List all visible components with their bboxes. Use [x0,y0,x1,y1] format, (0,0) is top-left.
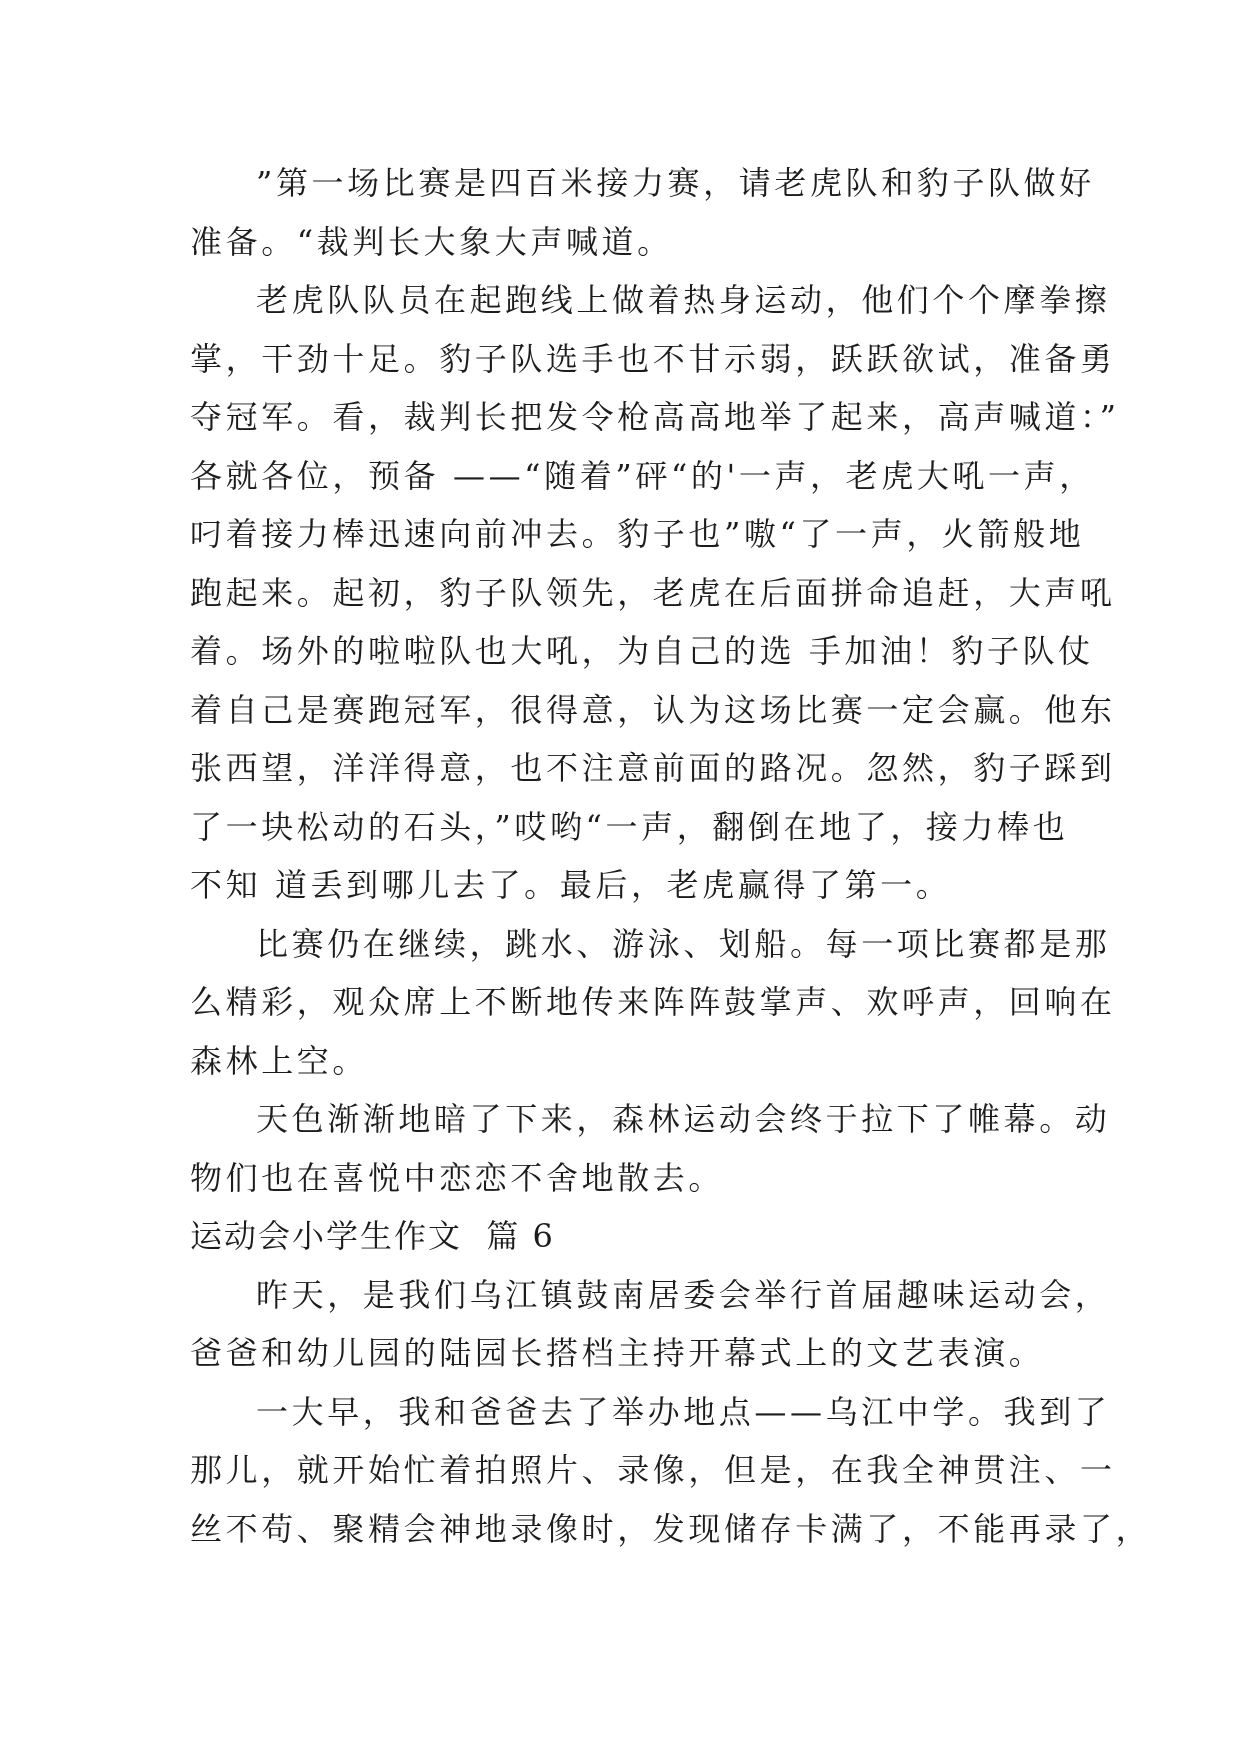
text-line: 夺冠军。看，裁判长把发令枪高高地举了起来，高声喊道：” [190,398,1120,436]
text-line: 物们也在喜悦中恋恋不舍地散去。 [190,1158,725,1197]
text-line: 丝不苟、聚精会神地录像时，发现储存卡满了，不能再录了， [190,1509,1152,1548]
text-line: ”第一场比赛是四百米接力赛，请老虎队和豹子队做好 [256,164,1095,202]
text-line: 比赛仍在继续，跳水、游泳、划船。每一项比赛都是那 [256,924,1111,963]
section-heading: 运动会小学生作文 篇 6 [190,1217,555,1255]
text-line: 么精彩，观众席上不断地传来阵阵鼓掌声、欢呼声，回响在 [190,983,1116,1021]
text-line: 不知 道丢到哪儿去了。最后，老虎赢得了第一。 [190,866,952,904]
text-line: 一大早，我和爸爸去了举办地点——乌江中学。我到了 [256,1392,1111,1431]
text-line: 森林上空。 [190,1041,369,1080]
text-line: 那儿，就开始忙着拍照片、录像，但是，在我全神贯注、一 [190,1451,1116,1489]
text-line: 准备。“裁判长大象大声喊道。 [190,222,673,261]
text-line: 老虎队队员在起跑线上做着热身运动，他们个个摩拳擦 [256,281,1111,319]
text-line: 掌，干劲十足。豹子队选手也不甘示弱，跃跃欲试，准备勇 [190,339,1116,378]
document-body [190,154,1152,1558]
text-line: 昨天，是我们乌江镇鼓南居委会举行首届趣味运动会， [256,1275,1111,1314]
text-line: 张西望，洋洋得意，也不注意前面的路况。忽然，豹子踩到 [190,749,1116,787]
text-line: 天色渐渐地暗了下来，森林运动会终于拉下了帷幕。动 [256,1100,1111,1138]
text-line: 着自己是赛跑冠军，很得意，认为这场比赛一定会赢。他东 [190,690,1116,729]
text-line: 各就各位，预备 ——“随着”砰“的'一声，老虎大吼一声， [190,456,1095,495]
text-line: 爸爸和幼儿园的陆园长搭档主持开幕式上的文艺表演。 [190,1334,1045,1372]
text-line: 跑起来。起初，豹子队领先，老虎在后面拼命追赶，大声吼 [190,573,1116,612]
text-line: 着。场外的啦啦队也大吼，为自己的选 手加油！豹子队仗 [190,632,1094,670]
text-line: 叼着接力棒迅速向前冲去。豹子也”嗷“了一声，火箭般地 [190,515,1085,553]
text-line: 了一块松动的石头，”哎哟“一声，翻倒在地了，接力棒也 [190,807,1069,846]
